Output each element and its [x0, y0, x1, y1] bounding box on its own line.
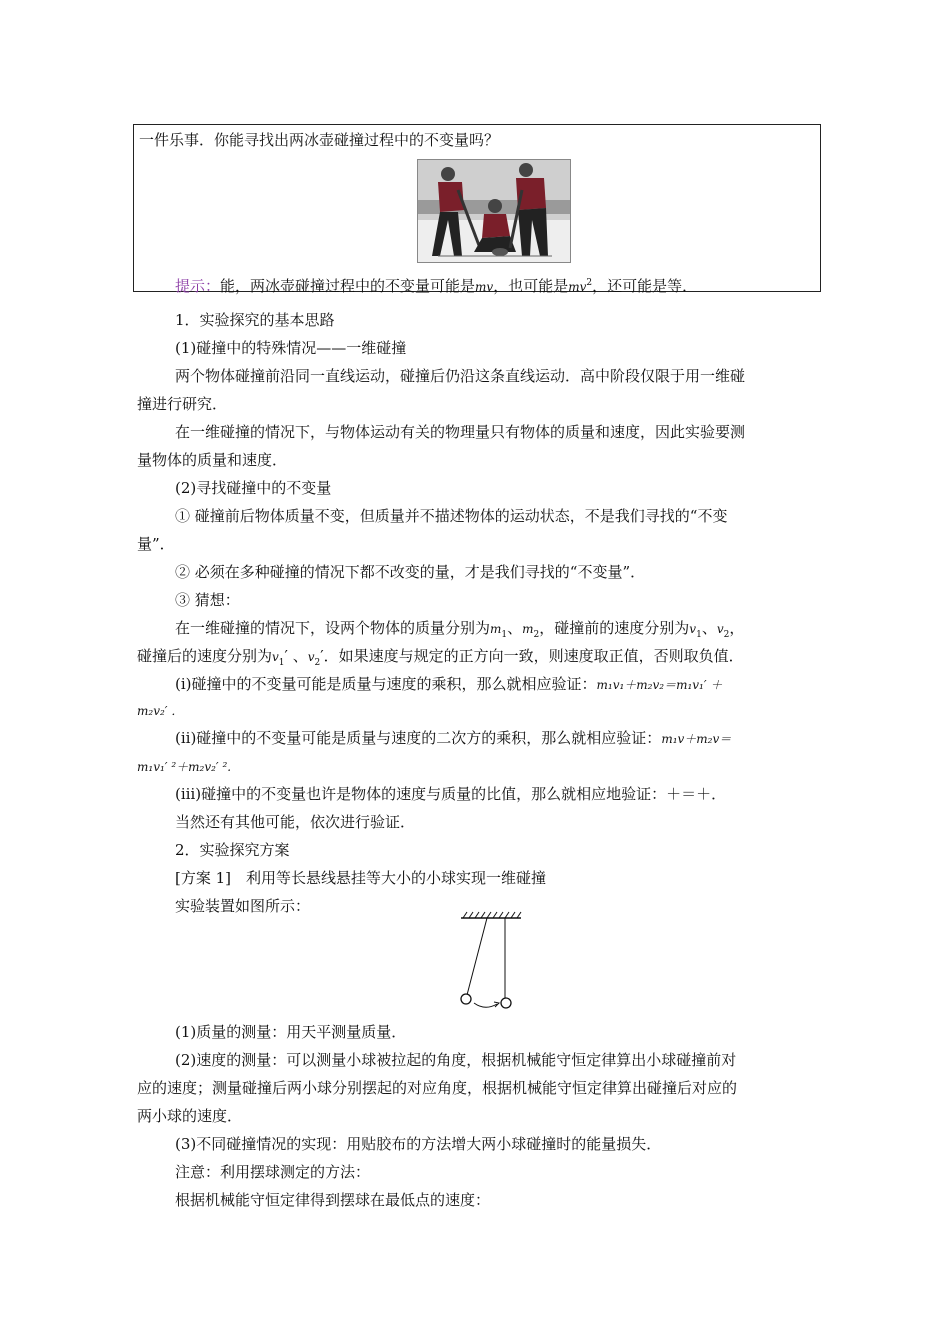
paragraph-line: m₁v₁′ ²＋m₂v₂′ ². — [137, 760, 232, 774]
hint-label: 提示： — [175, 277, 221, 295]
scheme-heading: [方案 1] 利用等长悬线悬挂等大小的小球实现一维碰撞 — [175, 869, 547, 887]
paragraph-line: (1)质量的测量：用天平测量质量． — [175, 1023, 407, 1041]
section-heading-1: 1．实验探究的基本思路 — [175, 311, 335, 329]
subheading-1: (1)碰撞中的特殊情况——一维碰撞 — [175, 339, 407, 357]
paragraph-line: 实验装置如图所示： — [175, 897, 311, 915]
curling-photo — [417, 159, 571, 263]
paragraph-line: 量”． — [137, 535, 175, 553]
paragraph-line: ③ 猜想： — [175, 591, 240, 609]
hint-text: 提示：能，两冰壶碰撞过程中的不变量可能是mv，也可能是$mv^2$，还可能是等． — [175, 277, 698, 295]
paragraph-line: 应的速度；测量碰撞后两小球分别摆起的对应角度，根据机械能守恒定律算出碰撞后对应的 — [137, 1079, 738, 1097]
paragraph-line: 根据机械能守恒定律得到摆球在最低点的速度： — [175, 1191, 491, 1209]
paragraph-line: 当然还有其他可能，依次进行验证． — [175, 813, 416, 831]
question-text: 一件乐事．你能寻找出两冰壶碰撞过程中的不变量吗？ — [139, 131, 500, 149]
paragraph-line: (3)不同碰撞情况的实现：用贴胶布的方法增大两小球碰撞时的能量损失． — [175, 1135, 662, 1153]
subheading-2: (2)寻找碰撞中的不变量 — [175, 479, 332, 497]
paragraph-line: ① 碰撞前后物体质量不变，但质量并不描述物体的运动状态，不是我们寻找的“不变 — [175, 507, 728, 525]
paragraph-line: 在一维碰撞的情况下，与物体运动有关的物理量只有物体的质量和速度，因此实验要测 — [175, 423, 746, 441]
pendulum-diagram — [453, 910, 529, 1012]
paragraph-line: (2)速度的测量：可以测量小球被拉起的角度，根据机械能守恒定律算出小球碰撞前对 — [175, 1051, 737, 1069]
paragraph-line: 撞进行研究． — [137, 395, 228, 413]
paragraph-line: (ⅲ)碰撞中的不变量也许是物体的速度与质量的比值，那么就相应地验证：＋＝＋． — [175, 785, 727, 803]
question-box — [133, 124, 821, 295]
paragraph-line: 在一维碰撞的情况下，设两个物体的质量分别为$m_1$、$m_2$，碰撞前的速度分别为$v_1$、$v_2$， — [175, 619, 745, 640]
paragraph-line: m₂v₂′ ． — [137, 704, 184, 718]
paragraph-line: 两个物体碰撞前沿同一直线运动，碰撞后仍沿这条直线运动．高中阶段仅限于用一维碰 — [175, 367, 746, 385]
paragraph-line: 注意：利用摆球测定的方法： — [175, 1163, 371, 1181]
section-heading-2: 2．实验探究方案 — [175, 841, 290, 859]
paragraph-line: 两小球的速度． — [137, 1107, 243, 1125]
paragraph-line: 碰撞后的速度分别为$v_1'$ 、$v_2'$．如果速度与规定的正方向一致，则速度取正值，否则取负值． — [137, 647, 744, 668]
paragraph-line: 量物体的质量和速度． — [137, 451, 288, 469]
paragraph-line: ② 必须在多种碰撞的情况下都不改变的量，才是我们寻找的“不变量”． — [175, 563, 646, 581]
paragraph-line: (ⅱ)碰撞中的不变量可能是质量与速度的二次方的乘积，那么就相应验证：m₁v＋m₂v＝ — [175, 729, 732, 747]
paragraph-line: (ⅰ)碰撞中的不变量可能是质量与速度的乘积，那么就相应验证：m₁v₁＋m₂v₂＝m₁v₁′ ＋ — [175, 675, 723, 693]
